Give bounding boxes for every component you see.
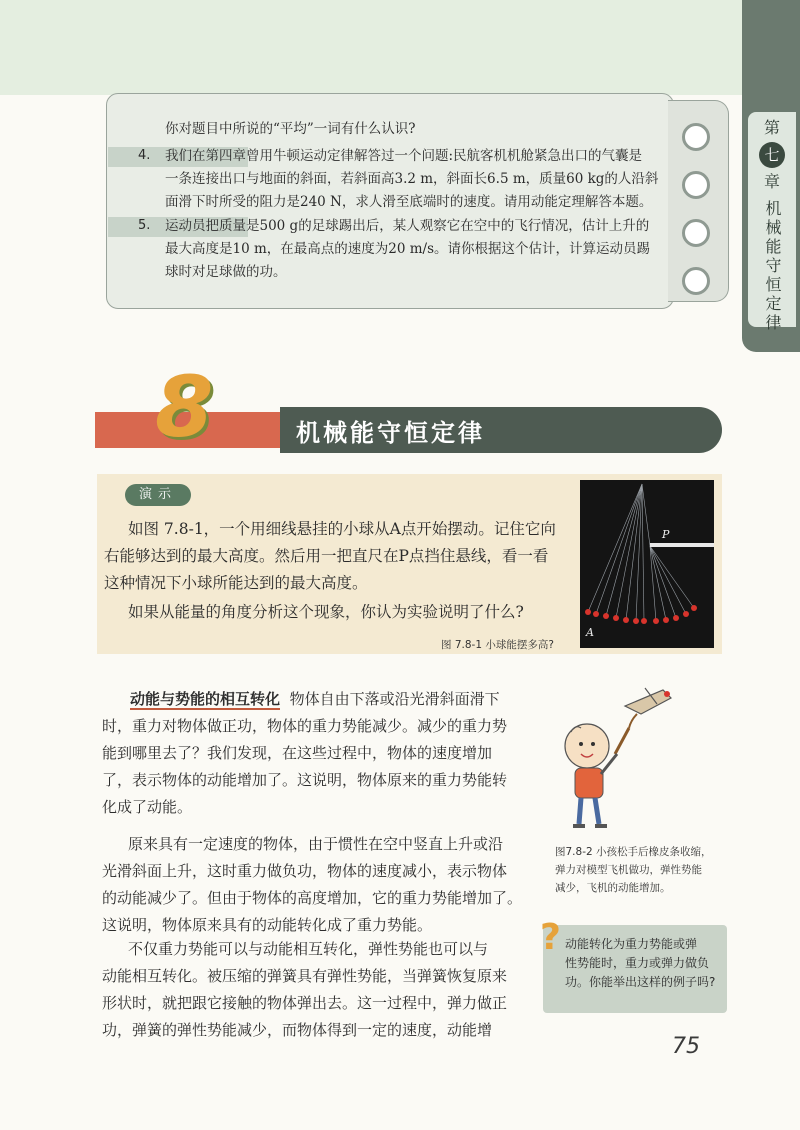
body-line: 化成了动能。 <box>102 798 193 816</box>
pendulum-image-icon <box>580 480 714 648</box>
body-line: 功，弹簧的弹性势能减少，而物体得到一定的速度，动能增 <box>102 1021 493 1039</box>
body-line: 原来具有一定速度的物体，由于惯性在空中竖直上升或沿 <box>128 835 504 853</box>
figure-2-caption-line: 弹力对模型飞机做功，弹性势能 <box>555 864 702 876</box>
chapter-label-top: 第 <box>763 118 780 137</box>
figure-2-caption-line: 减少，飞机的动能增加。 <box>555 882 671 894</box>
binder-ring-icon <box>682 171 710 199</box>
question-line: 动能转化为重力势能或弹 <box>565 937 698 951</box>
demo-question: 如果从能量的角度分析这个现象，你认为实验说明了什么? <box>128 603 524 621</box>
pendulum-photo <box>580 480 714 648</box>
demo-line: 右能够达到的最大高度。然后用一把直尺在P点挡住悬线，看一看 <box>104 547 549 565</box>
body-line: 物体自由下落或沿光滑斜面滑下 <box>289 690 500 708</box>
body-line: 时，重力对物体做正功，物体的重力势能减少。减少的重力势 <box>102 717 508 735</box>
body-line: 不仅重力势能可以与动能相互转化，弹性势能也可以与 <box>128 940 489 958</box>
exercise-5-line: 最大高度是10 m，在最高点的速度为20 m/s。请你根据这个估计，计算运动员踢 <box>165 241 651 257</box>
exercise-4-number: 4. <box>138 148 151 163</box>
exercise-5-line: 球时对足球做的功。 <box>165 264 287 280</box>
section-number: 8 <box>155 358 214 456</box>
body-line: 这说明，物体原来具有的动能转化成了重力势能。 <box>102 916 433 934</box>
question-line: 功。你能举出这样的例子吗? <box>565 975 716 989</box>
exercise-4-line: 面滑下时所受的阻力是240 N，求人滑至底端时的速度。请用动能定理解答本题。 <box>165 194 653 210</box>
chapter-label-bottom: 章 <box>763 172 780 191</box>
demo-line: 如图 7.8-1，一个用细线悬挂的小球从A点开始摆动。记住它向 <box>128 520 556 538</box>
child-airplane-icon <box>545 684 685 834</box>
demo-line: 这种情况下小球所能达到的最大高度。 <box>104 574 368 592</box>
photo-label-a: A <box>586 626 594 639</box>
body-line: 的动能减少了。但由于物体的高度增加，它的重力势能增加了。 <box>102 889 523 907</box>
figure-2-caption <box>555 843 712 897</box>
exercise-intro: 你对题目中所说的“平均”一词有什么认识? <box>165 121 416 137</box>
binder-ring-icon <box>682 267 710 295</box>
child-airplane-illustration <box>545 684 685 834</box>
question-mark-icon: ? <box>540 917 561 958</box>
exercise-4-line: 一条连接出口与地面的斜面，若斜面高3.2 m，斜面长6.5 m，质量60 kg的人沿斜 <box>165 171 659 187</box>
chapter-title: 机械能守恒定律 <box>763 200 782 333</box>
exercise-5-number: 5. <box>138 218 151 233</box>
page-number: 75 <box>672 1034 700 1059</box>
body-para1-first <box>102 686 532 714</box>
body-line: 光滑斜面上升，这时重力做负功，物体的速度减小，表示物体 <box>102 862 508 880</box>
chapter-number-badge: 七 <box>759 142 785 168</box>
body-line: 能到哪里去了？我们发现，在这些过程中，物体的速度增加 <box>102 744 493 762</box>
question-text <box>565 935 725 992</box>
exercise-4-line: 我们在第四章曾用牛顿运动定律解答过一个问题:民航客机机舱紧急出口的气囊是 <box>165 148 643 164</box>
demo-badge: 演示 <box>125 484 191 506</box>
body-line: 动能相互转化。被压缩的弹簧具有弹性势能，当弹簧恢复原来 <box>102 967 508 985</box>
header-band <box>0 0 800 95</box>
section-title: 机械能守恒定律 <box>296 419 485 447</box>
question-line: 性势能时，重力或弹力做负 <box>565 956 710 970</box>
figure-2-caption-line: 图7.8-2 小孩松手后橡皮条收缩， <box>555 846 712 858</box>
exercise-5-line: 运动员把质量是500 g的足球踢出后，某人观察它在空中的飞行情况，估计上升的 <box>165 218 650 234</box>
body-line: 形状时，就把跟它接触的物体弹出去。这一过程中，弹力做正 <box>102 994 508 1012</box>
figure-1-caption: 图 7.8-1 小球能摆多高? <box>441 639 554 651</box>
body-line: 了，表示物体的动能增加了。这说明，物体原来的重力势能转 <box>102 771 508 789</box>
binder-ring-icon <box>682 123 710 151</box>
photo-label-p: P <box>662 528 670 541</box>
binder-ring-icon <box>682 219 710 247</box>
binder-rings <box>668 100 729 302</box>
chapter-label <box>748 118 796 333</box>
section-keyword: 动能与势能的相互转化 <box>130 690 281 708</box>
